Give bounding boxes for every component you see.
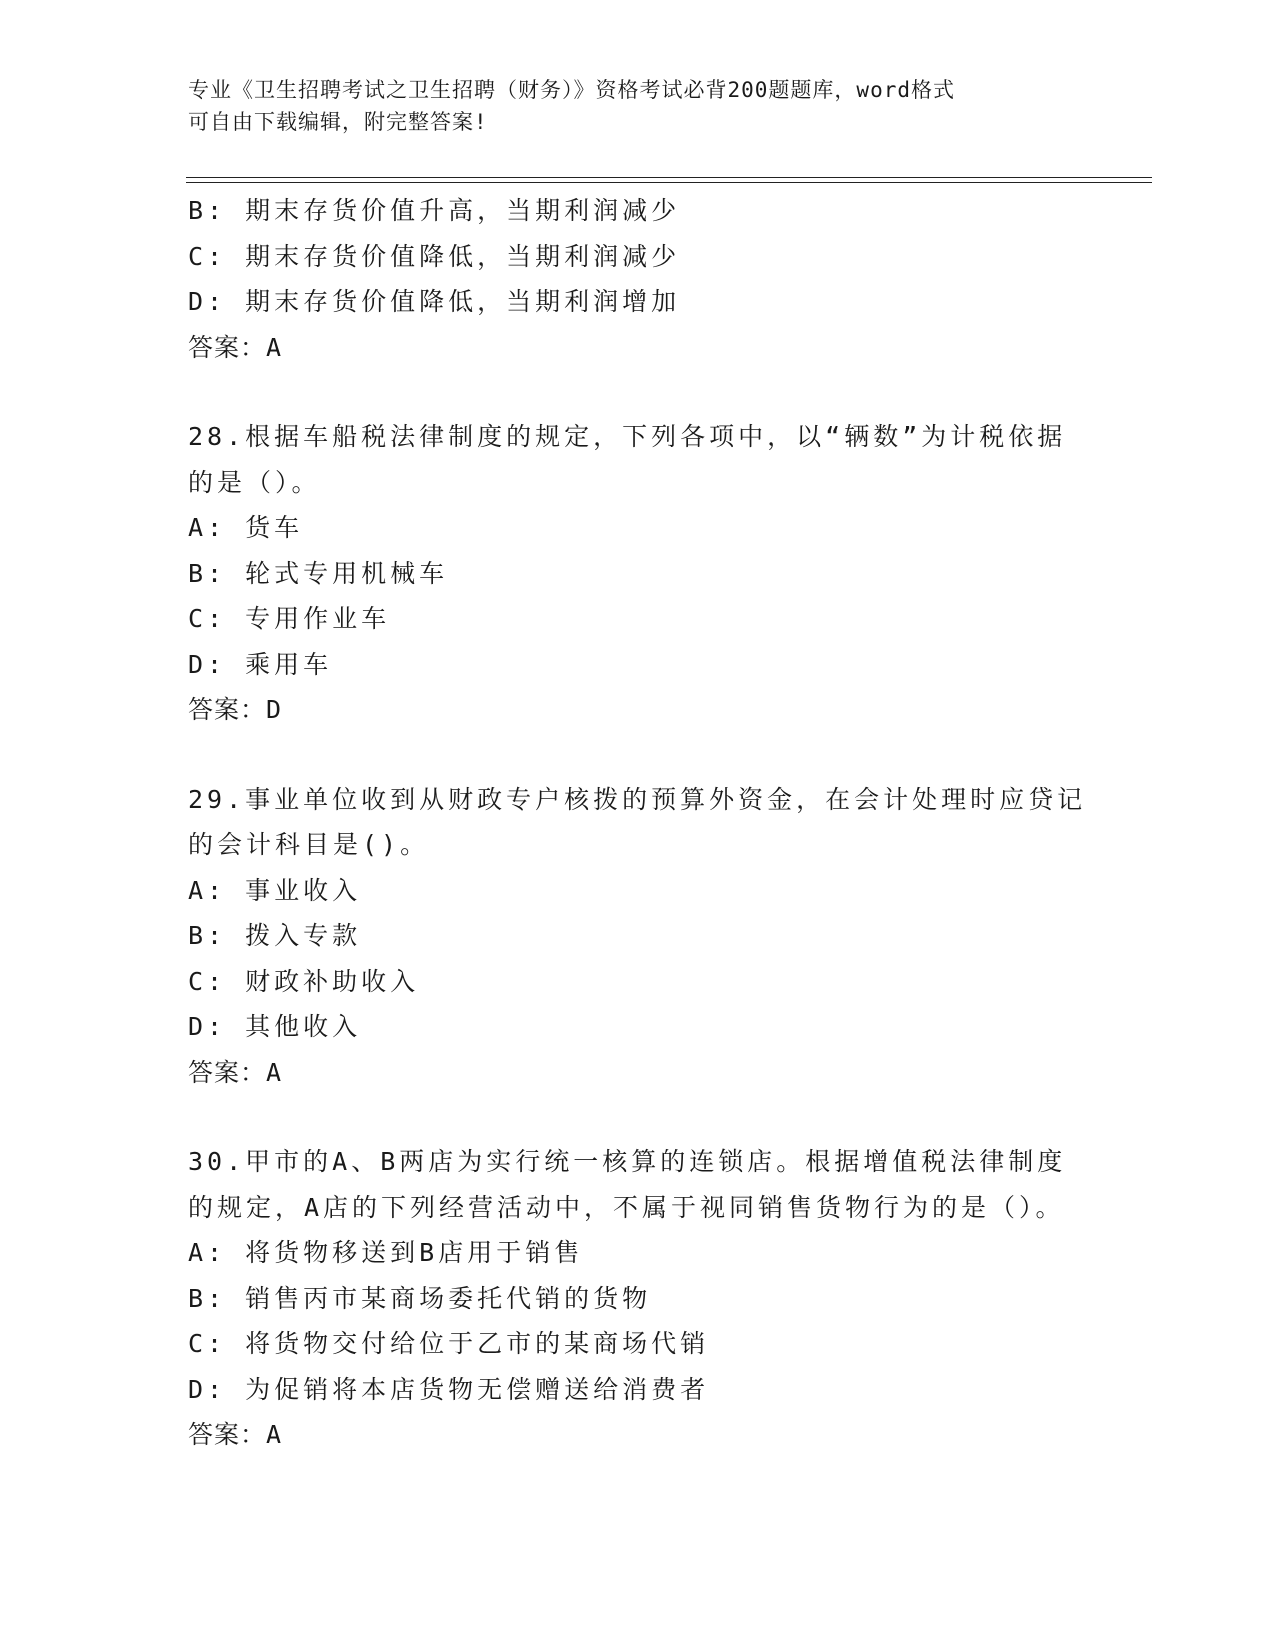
option-d: D: 乘用车 [188, 649, 333, 679]
question-text-line-1: 30.甲市的A、B两店为实行统一核算的连锁店。根据增值税法律制度 [188, 1147, 1067, 1176]
option-b: B: 拨入专款 [188, 921, 362, 950]
answer-line: 答案：A [188, 1420, 283, 1449]
question-content [188, 188, 1088, 1458]
header-divider-bottom [186, 182, 1152, 183]
question-29 [188, 777, 1088, 1096]
question-text-line-2: 的规定，A店的下列经营活动中，不属于视同销售货物行为的是（）。 [188, 1192, 1065, 1222]
previous-question-block [188, 188, 1088, 370]
option-d: D: 期末存货价值降低，当期利润增加 [188, 287, 681, 316]
header-divider-top [186, 177, 1152, 178]
answer-line: 答案：A [188, 332, 283, 362]
option-a: A: 将货物移送到B店用于销售 [188, 1238, 584, 1267]
document-header [188, 74, 1088, 138]
option-c: C: 财政补助收入 [188, 966, 420, 996]
option-b: B: 销售丙市某商场委托代销的货物 [188, 1283, 652, 1313]
question-text-line-1: 28.根据车船税法律制度的规定，下列各项中，以“辆数”为计税依据 [188, 422, 1067, 451]
question-text-line-1: 29.事业单位收到从财政专户核拨的预算外资金，在会计处理时应贷记 [188, 784, 1087, 814]
answer-line: 答案：D [188, 695, 283, 724]
option-b: B: 期末存货价值升高，当期利润减少 [188, 196, 681, 225]
option-c: C: 期末存货价值降低，当期利润减少 [188, 241, 681, 271]
option-b: B: 轮式专用机械车 [188, 558, 449, 588]
question-text-line-2: 的是（）。 [188, 467, 321, 497]
option-a: A: 货车 [188, 513, 304, 542]
question-text-line-2: 的会计科目是()。 [188, 830, 430, 859]
header-line-2: 可自由下载编辑，附完整答案! [188, 110, 488, 134]
question-30 [188, 1139, 1088, 1458]
option-c: C: 专用作业车 [188, 604, 391, 633]
header-line-1: 专业《卫生招聘考试之卫生招聘（财务）》资格考试必背200题题库，word格式 [188, 78, 955, 102]
option-d: D: 其他收入 [188, 1012, 362, 1041]
answer-line: 答案：A [188, 1057, 283, 1087]
option-d: D: 为促销将本店货物无偿赠送给消费者 [188, 1374, 710, 1404]
question-28 [188, 414, 1088, 733]
option-a: A: 事业收入 [188, 875, 362, 905]
option-c: C: 将货物交付给位于乙市的某商场代销 [188, 1329, 710, 1358]
